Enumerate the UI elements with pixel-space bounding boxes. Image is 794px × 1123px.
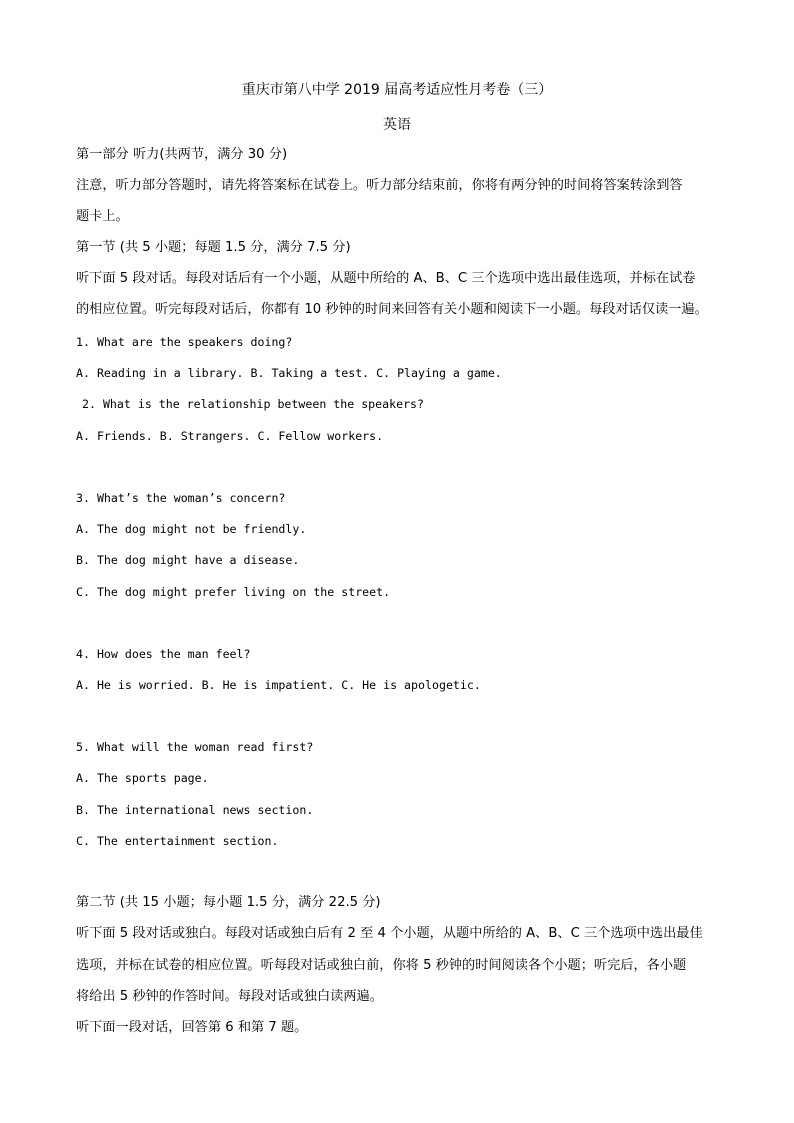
subject-title: 英语 bbox=[383, 117, 411, 133]
question-2: 2. What is the relationship between the speakers? bbox=[82, 397, 425, 411]
section2-instructions-line3: 将给出 5 秒钟的作答时间。每段对话或独白读两遍。 bbox=[76, 989, 383, 1004]
next-dialogue-instruction: 听下面一段对话，回答第 6 和第 7 题。 bbox=[76, 1020, 308, 1035]
question-5: 5. What will the woman read first? bbox=[76, 740, 314, 754]
question-5-option-c: C. The entertainment section. bbox=[76, 834, 279, 848]
question-3-option-b: B. The dog might have a disease. bbox=[76, 553, 300, 567]
question-4: 4. How does the man feel? bbox=[76, 647, 251, 661]
question-3-option-c: C. The dog might prefer living on the street. bbox=[76, 585, 391, 599]
question-5-option-b: B. The international news section. bbox=[76, 803, 314, 817]
section2-instructions-line1: 听下面 5 段对话或独白。每段对话或独白后有 2 至 4 个小题，从题中所给的 A、B、C 三个选项中选出最佳 bbox=[76, 926, 703, 941]
question-3: 3. What’s the woman’s concern? bbox=[76, 491, 286, 505]
question-5-option-a: A. The sports page. bbox=[76, 771, 209, 785]
question-1-options: A. Reading in a library. B. Taking a test. C. Playing a game. bbox=[76, 366, 502, 380]
section1-instructions-line1: 听下面 5 段对话。每段对话后有一个小题，从题中所给的 A、B、C 三个选项中选出最佳选项，并标在试卷 bbox=[76, 271, 696, 286]
section1-instructions-line2: 的相应位置。听完每段对话后，你都有 10 秒钟的时间来回答有关小题和阅读下一小题。每段对话仅读一遍。 bbox=[76, 302, 708, 317]
section2-instructions-line2: 选项，并标在试卷的相应位置。听每段对话或独白前，你将 5 秒钟的时间阅读各个小题；听完后，各小题 bbox=[76, 958, 687, 973]
question-2-options: A. Friends. B. Strangers. C. Fellow workers. bbox=[76, 429, 384, 443]
section1-heading: 第一节 (共 5 小题；每题 1.5 分，满分 7.5 分) bbox=[76, 240, 351, 255]
section2-heading: 第二节 (共 15 小题；每小题 1.5 分，满分 22.5 分) bbox=[76, 895, 381, 910]
part1-notice-line2: 题卡上。 bbox=[76, 209, 129, 224]
part1-notice-line1: 注意，听力部分答题时，请先将答案标在试卷上。听力部分结束前，你将有两分钟的时间将答案转涂到答 bbox=[76, 178, 683, 193]
exam-title: 重庆市第八中学 2019 届高考适应性月考卷（三） bbox=[241, 82, 553, 98]
question-4-options: A. He is worried. B. He is impatient. C. He is apologetic. bbox=[76, 678, 481, 692]
question-1: 1. What are the speakers doing? bbox=[76, 335, 293, 349]
question-3-option-a: A. The dog might not be friendly. bbox=[76, 522, 307, 536]
part1-heading: 第一部分 听力(共两节，满分 30 分) bbox=[76, 147, 288, 162]
